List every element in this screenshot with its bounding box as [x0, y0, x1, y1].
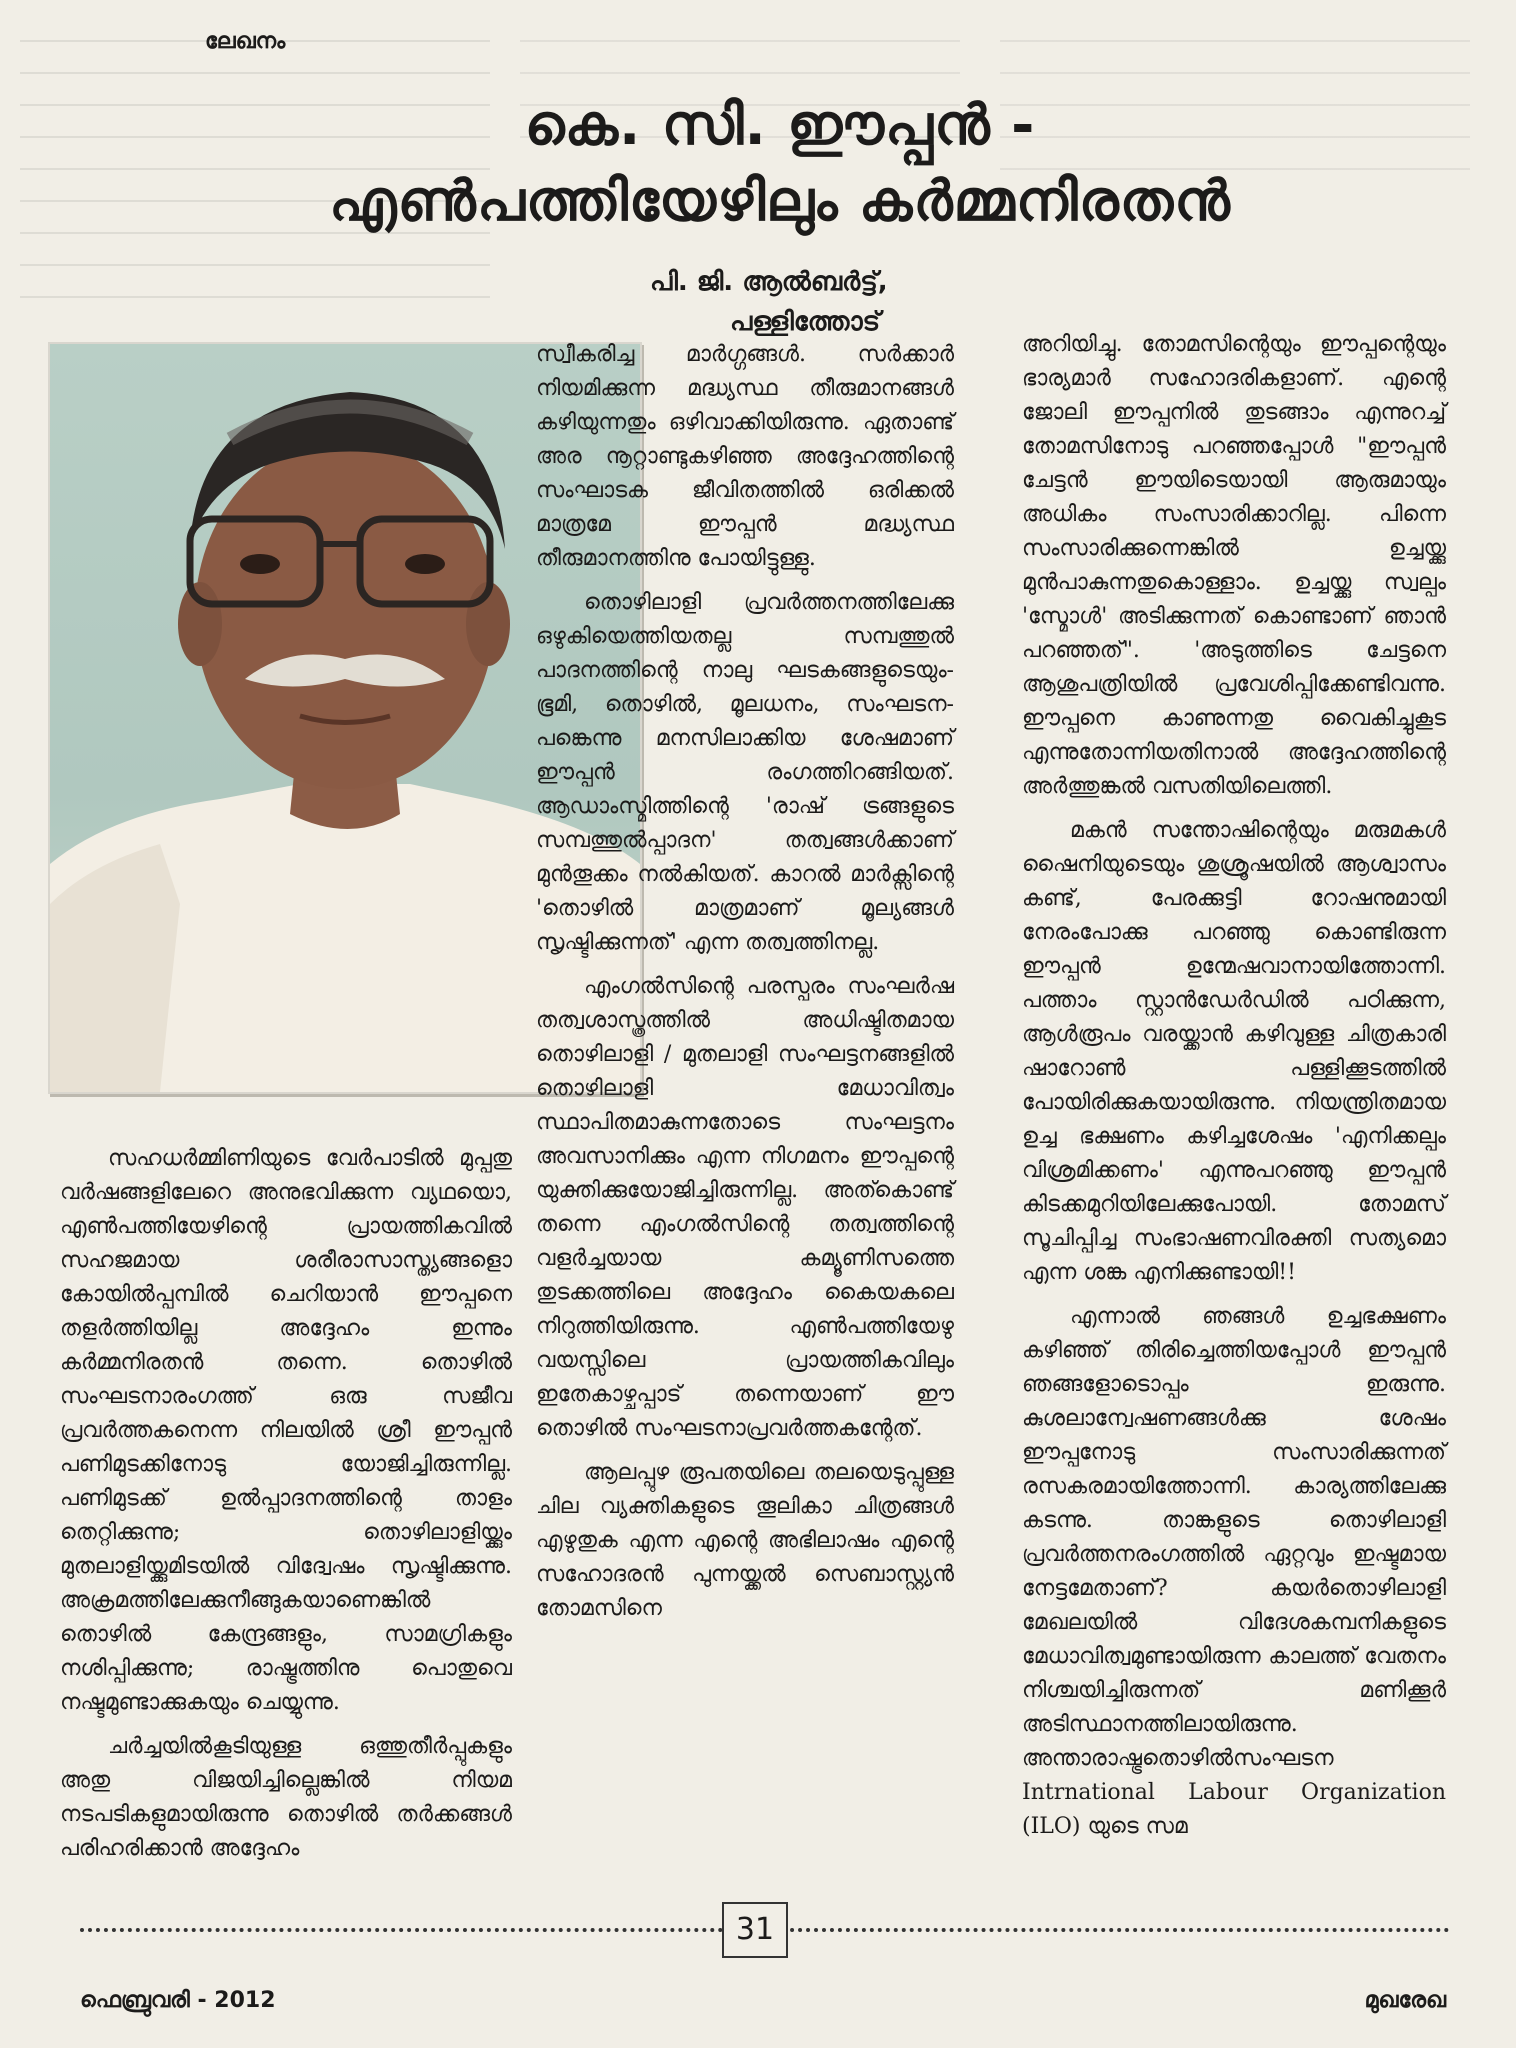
page-number: 31 — [722, 1902, 788, 1958]
paragraph: മകൻ സന്തോഷിന്റെയും മരുമകൾ ഷൈനിയുടെയും ശുശ്രൂഷയിൽ ആശ്വാസം കണ്ട്, പേരക്കുട്ടി റോഷനുമായി നേരംപോക്കു പറഞ്ഞു കൊണ്ടിരുന്ന ഈപ്പൻ ഉന്മേഷവാനായിത്തോന്നി. പത്താം സ്റ്റാൻഡേർഡിൽ പഠിക്കുന്ന, ആൾരൂപം വരയ്ക്കാൻ കഴിവുള്ള ചിത്രകാരി ഷാറോൺ പള്ളിക്കൂടത്തിൽ പോയിരിക്കുകയായിരുന്നു. നിയന്ത്രിതമായ ഉച്ച ഭക്ഷണം കഴിച്ചശേഷം 'എനിക്കല്പം വിശ്രമിക്കണം' എന്നുപറഞ്ഞു ഈപ്പൻ കിടക്കമുറിയിലേക്കുപോയി. തോമസ് സൂചിപ്പിച്ച സംഭാഷണവിരക്തി സത്യമൊ എന്ന ശങ്ക എനിക്കുണ്ടായി!! — [1022, 818, 1446, 1285]
paragraph: എന്നാൽ ഞങ്ങൾ ഉച്ചഭക്ഷണം കഴിഞ്ഞ് തിരിച്ചെത്തിയപ്പോൾ ഈപ്പൻ ഞങ്ങളോടൊപ്പം ഇരുന്നു. കുശലാന്വേഷണങ്ങൾക്കു ശേഷം ഈപ്പനോടു സംസാരിക്കുന്നത് രസകരമായിത്തോന്നി. കാര്യത്തിലേക്കു കടന്നു. താങ്കളുടെ തൊഴിലാളി പ്രവർത്തനരംഗത്തിൽ ഏറ്റവും ഇഷ്ടമായ നേട്ടമേതാണ്? കയർതൊഴിലാളി മേഖലയിൽ വിദേശകമ്പനികളുടെ മേധാവിത്വമുണ്ടായിരുന്ന കാലത്ത് വേതനം നിശ്ചയിച്ചിരുന്നത് മണിക്കൂർ അടിസ്ഥാനത്തിലായിരുന്നു. അന്താരാഷ്ട്രതൊഴിൽസംഘടന Intrnational Labour Organization (ILO) യുടെ സമ — [1022, 1304, 1446, 1839]
title-line-2: എൺപത്തിയേഴിലും കർമ്മനിരതൻ — [329, 169, 1231, 234]
author-place: പള്ളിത്തോട് — [730, 307, 881, 337]
issue-date: ഫെബ്രുവരി - 2012 — [80, 1988, 276, 2013]
paragraph: സ്വീകരിച്ച മാർഗ്ഗങ്ങൾ. സർക്കാർ നിയമിക്കുന്ന മദ്ധ്യസ്ഥ തീരുമാനങ്ങൾ കഴിയുന്നതും ഒഴിവാക്കിയിരുന്നു. ഏതാണ്ട് അര നൂറ്റാണ്ടുകഴിഞ്ഞ അദ്ദേഹത്തിന്റെ സംഘാടക ജീവിതത്തിൽ ഒരിക്കൽ മാത്രമേ ഈപ്പൻ മദ്ധ്യസ്ഥ തീരുമാനത്തിനു പോയിട്ടുള്ളു. — [536, 342, 954, 571]
title-line-1: കെ. സി. ഈപ്പൻ - — [524, 93, 1036, 158]
magazine-name: മുഖരേഖ — [1364, 1988, 1446, 2013]
paragraph: ചർച്ചയിൽകൂടിയുള്ള ഒത്തുതീർപ്പുകളും അതു വിജയിച്ചില്ലെങ്കിൽ നിയമ നടപടികളുമായിരുന്നു തൊഴിൽ തർക്കങ്ങൾ പരിഹരിക്കാൻ അദ്ദേഹം — [60, 1734, 512, 1861]
author-name: പി. ജി. ആൽബർട്ട്, — [650, 267, 888, 297]
paragraph: ആലപ്പുഴ രൂപതയിലെ തലയെടുപ്പുള്ള ചില വ്യക്തികളുടെ തൂലികാ ചിത്രങ്ങൾ എഴുതുക എന്ന എന്റെ അഭിലാഷം എന്റെ സഹോദരൻ പുന്നയ്ക്കൽ സെബാസ്റ്റ്യൻ തോമസിനെ — [536, 1460, 954, 1621]
paragraph: അറിയിച്ചു. തോമസിന്റെയും ഈപ്പന്റെയും ഭാര്യമാർ സഹോദരികളാണ്. എന്റെ ജോലി ഈപ്പനിൽ തുടങ്ങാം എന്നുറച്ച് തോമസിനോടു പറഞ്ഞപ്പോൾ "ഈപ്പൻ ചേട്ടൻ ഈയിടെയായി ആരുമായും അധികം സംസാരിക്കാറില്ല. പിന്നെ സംസാരിക്കുന്നെങ്കിൽ ഉച്ചയ്ക്കു മുൻപാകുന്നതുകൊള്ളാം. ഉച്ചയ്ക്കു സ്വല്പം 'സ്മോൾ' അടിക്കുന്നത് കൊണ്ടാണ് ഞാൻ പറഞ്ഞത്". 'അടുത്തിടെ ചേട്ടനെ ആശുപത്രിയിൽ പ്രവേശിപ്പിക്കേണ്ടിവന്നു. ഈപ്പനെ കാണുന്നതു വൈകിച്ചുകൂട എന്നുതോന്നിയതിനാൽ അദ്ദേഹത്തിന്റെ അർത്തുങ്കൽ വസതിയിലെത്തി. — [1022, 332, 1446, 799]
article-title — [180, 88, 1380, 240]
column-2 — [536, 338, 954, 1636]
paragraph: തൊഴിലാളി പ്രവർത്തനത്തിലേക്കു ഒഴുകിയെത്തിയതല്ല സമ്പത്തുൽ പാദനത്തിന്റെ നാലു ഘടകങ്ങളുടെയും-ഭൂമി, തൊഴിൽ, മൂലധനം, സംഘടന- പങ്കെന്നു മനസിലാക്കിയ ശേഷമാണ് ഈപ്പൻ രംഗത്തിറങ്ങിയത്. ആഡാംസ്മിത്തിന്റെ 'രാഷ് ട്രങ്ങളുടെ സമ്പത്തുൽപ്പാദന' തത്വങ്ങൾക്കാണ് മുൻതൂക്കം നൽകിയത്. കാറൽ മാർക്സിന്റെ 'തൊഴിൽ മാത്രമാണ് മൂല്യങ്ങൾ സൃഷ്ടിക്കുന്നത്' എന്ന തത്വത്തിനല്ല. — [536, 590, 954, 955]
column-1 — [60, 1142, 512, 1876]
paragraph: സഹധർമ്മിണിയുടെ വേർപാടിൽ മുപ്പതു വർഷങ്ങളിലേറെ അനുഭവിക്കുന്ന വ്യഥയൊ, എൺപത്തിയേഴിന്റെ പ്രായത്തികവിൽ സഹജമായ ശരീരാസാസ്ത്യങ്ങളൊ കോയിൽപ്പമ്പിൽ ചെറിയാൻ ഈപ്പനെ തളർത്തിയില്ല അദ്ദേഹം ഇന്നും കർമ്മനിരതൻ തന്നെ. തൊഴിൽ സംഘടനാരംഗത്ത് ഒരു സജീവ പ്രവർത്തകനെന്ന നിലയിൽ ശ്രീ ഈപ്പൻ പണിമുടക്കിനോടു യോജിച്ചിരുന്നില്ല. പണിമുടക്ക് ഉൽപ്പാദനത്തിന്റെ താളം തെറ്റിക്കുന്നു; തൊഴിലാളിയ്ക്കും മുതലാളിയ്ക്കുമിടയിൽ വിദ്വേഷം സൃഷ്ടിക്കുന്നു. അക്രമത്തിലേക്കുനീങ്ങുകയാണെങ്കിൽ തൊഴിൽ കേന്ദ്രങ്ങളും, സാമഗ്രികളും നശിപ്പിക്കുന്നു; രാഷ്ട്രത്തിനു പൊതുവെ നഷ്ടമുണ്ടാക്കുകയും ചെയ്യുന്നു. — [60, 1146, 512, 1715]
section-label: ലേഖനം — [205, 28, 286, 54]
column-3 — [1022, 328, 1446, 1854]
paragraph: എംഗൽസിന്റെ പരസ്പരം സംഘർഷ തത്വശാസ്ത്രത്തിൽ അധിഷ്ടിതമായ തൊഴിലാളി / മുതലാളി സംഘട്ടനങ്ങളിൽ തൊഴിലാളി മേധാവിത്വം സ്ഥാപിതമാകുന്നതോടെ സംഘട്ടനം അവസാനിക്കും എന്ന നിഗമനം ഈപ്പന്റെ യുക്തിക്കുയോജിച്ചിരുന്നില്ല. അത്കൊണ്ട് തന്നെ എംഗൽസിന്റെ തത്വത്തിന്റെ വളർച്ചയായ കമ്യൂണിസത്തെ തുടക്കത്തിലെ അദ്ദേഹം കൈയകലെ നിറുത്തിയിരുന്നു. എൺപത്തിയേഴു വയസ്സിലെ പ്രായത്തികവിലും ഇതേകാഴ്ചപ്പാട് തന്നെയാണ് ഈ തൊഴിൽ സംഘടനാപ്രവർത്തകന്റേത്. — [536, 974, 954, 1441]
